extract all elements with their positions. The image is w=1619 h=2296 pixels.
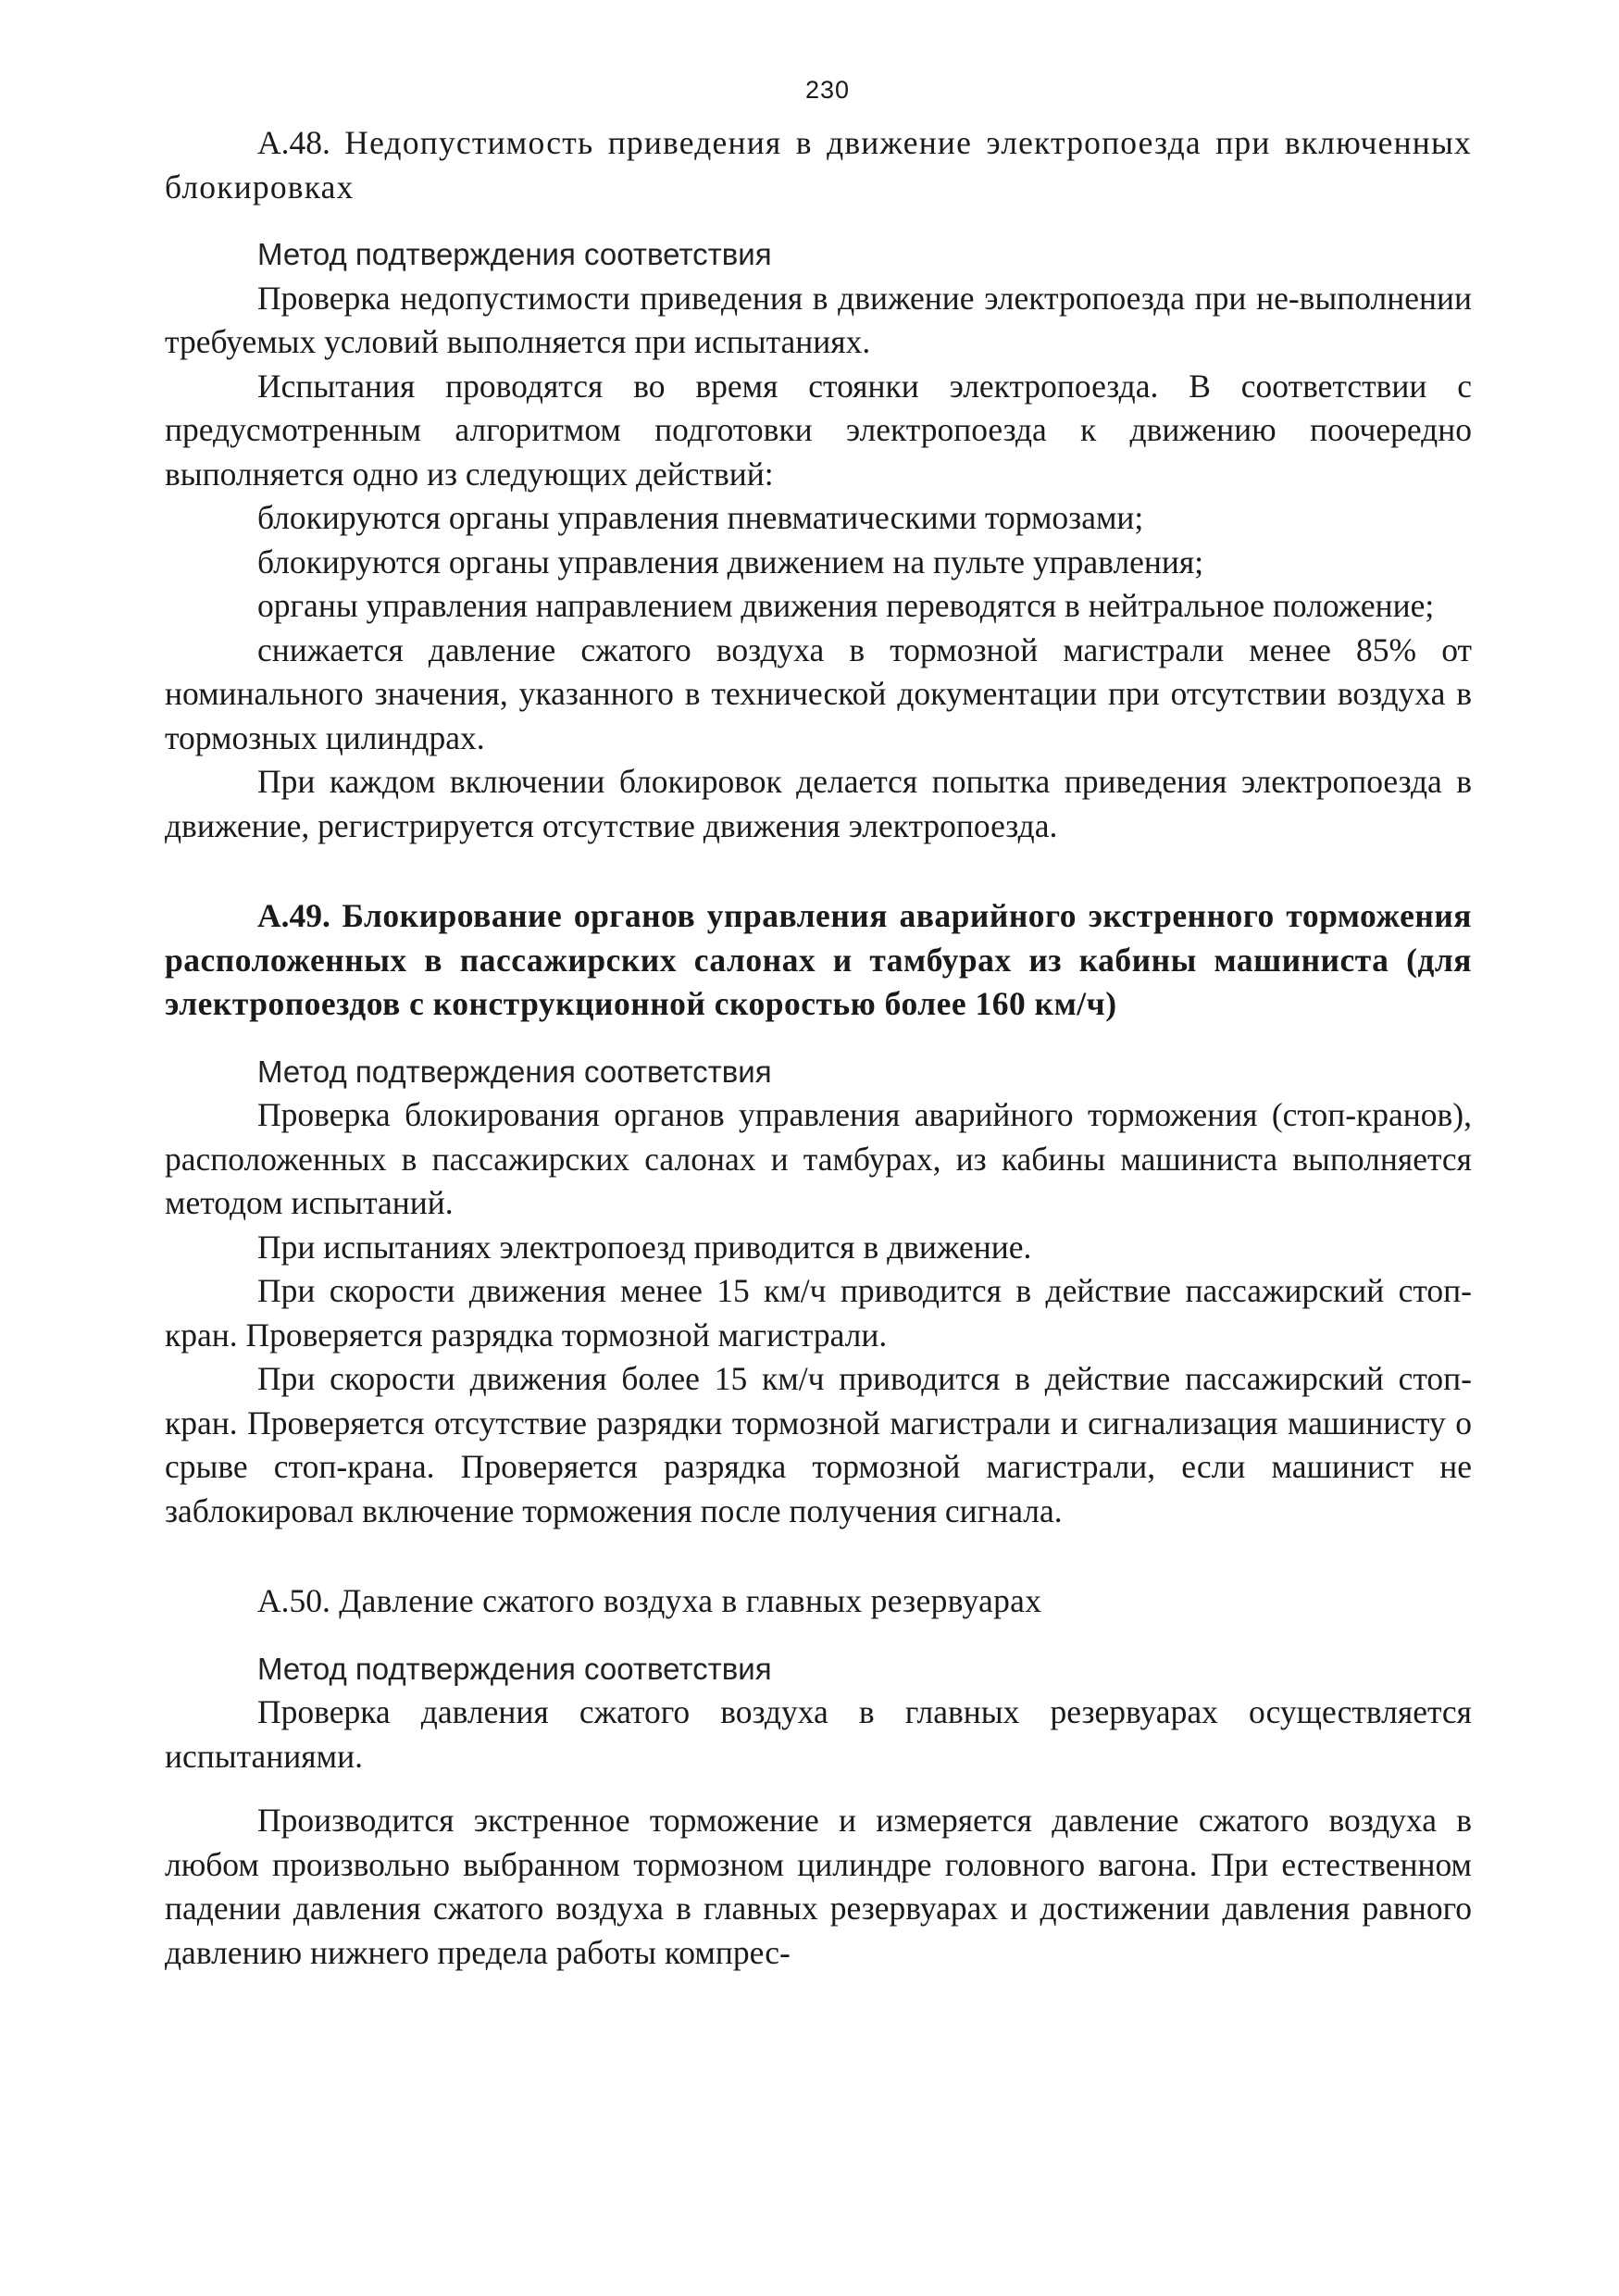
- method-label: Метод подтверждения соответствия: [257, 1651, 772, 1686]
- section-title: Блокирование органов управления аварийного экстренного торможения расположенных в пассажирских салонах и тамбурах из кабины машиниста (для электропоездов с конструкционной скоростью более 160 км/ч): [165, 897, 1472, 1022]
- list-item: органы управления направлением движения переводятся в нейтральное положение;: [257, 587, 1435, 624]
- section-a50: [165, 1579, 1472, 1975]
- method-label: Метод подтверждения соответствия: [257, 1054, 772, 1089]
- section-a49: [165, 894, 1472, 1533]
- section-title: Недопустимость приведения в движение электропоезда при включенных блокировках: [165, 124, 1472, 206]
- list-item: снижается давление сжатого воздуха в тормозной магистрали менее 85% от номинального значения, указанного в технической документации при отсутствии воздуха в тормозных цилиндрах.: [165, 630, 1472, 756]
- section-heading: [165, 1579, 1472, 1624]
- section-number: А.49.: [257, 897, 330, 934]
- section-number: А.48.: [257, 124, 330, 161]
- page-number: 230: [804, 76, 851, 104]
- document-page: [165, 76, 1472, 1975]
- paragraph: При испытаниях электропоезд приводится в движение.: [257, 1228, 1032, 1266]
- paragraph: Проверка давления сжатого воздуха в главных резервуарах осуществляется испытаниями.: [165, 1693, 1472, 1775]
- method-label: Метод подтверждения соответствия: [257, 237, 772, 271]
- list-item: блокируются органы управления пневматическими тормозами;: [257, 499, 1144, 536]
- section-heading: [165, 121, 1472, 209]
- paragraph: При скорости движения менее 15 км/ч приводится в действие пассажирский стоп-кран. Проверяется разрядка тормозной магистрали.: [165, 1272, 1472, 1354]
- paragraph: Проверка недопустимости приведения в движение электропоезда при не-выполнении требуемых условий выполняется при испытаниях.: [165, 279, 1472, 360]
- paragraph: Испытания проводятся во время стоянки электропоезда. В соответствии с предусмотренным алгоритмом подготовки электропоезда к движению поочередно выполняется одно из следующих действий:: [165, 367, 1472, 493]
- paragraph: Производится экстренное торможение и измеряется давление сжатого воздуха в любом произвольно выбранном тормозном цилиндре головного вагона. При естественном падении давления сжатого воздуха в главных резервуарах и достижении давления равного давлению нижнего предела работы компрес-: [165, 1802, 1472, 1971]
- section-a48: [165, 121, 1472, 848]
- section-heading: [165, 894, 1472, 1027]
- paragraph: При каждом включении блокировок делается попытка приведения электропоезда в движение, регистрируется отсутствие движения электропоезда.: [165, 763, 1472, 844]
- list-item: блокируются органы управления движением на пульте управления;: [257, 543, 1204, 580]
- paragraph: Проверка блокирования органов управления аварийного торможения (стоп-кранов), расположенных в пассажирских салонах и тамбурах, из кабины машиниста выполняется методом испытаний.: [165, 1096, 1472, 1221]
- paragraph: При скорости движения более 15 км/ч приводится в действие пассажирский стоп-кран. Проверяется отсутствие разрядки тормозной магистрали и сигнализация машинисту о срыве стоп-крана. Проверяется разрядка тормозной магистрали, если машинист не заблокировал включение торможения после получения сигнала.: [165, 1360, 1472, 1529]
- section-number: А.50.: [257, 1582, 330, 1619]
- section-title: Давление сжатого воздуха в главных резервуарах: [339, 1582, 1042, 1619]
